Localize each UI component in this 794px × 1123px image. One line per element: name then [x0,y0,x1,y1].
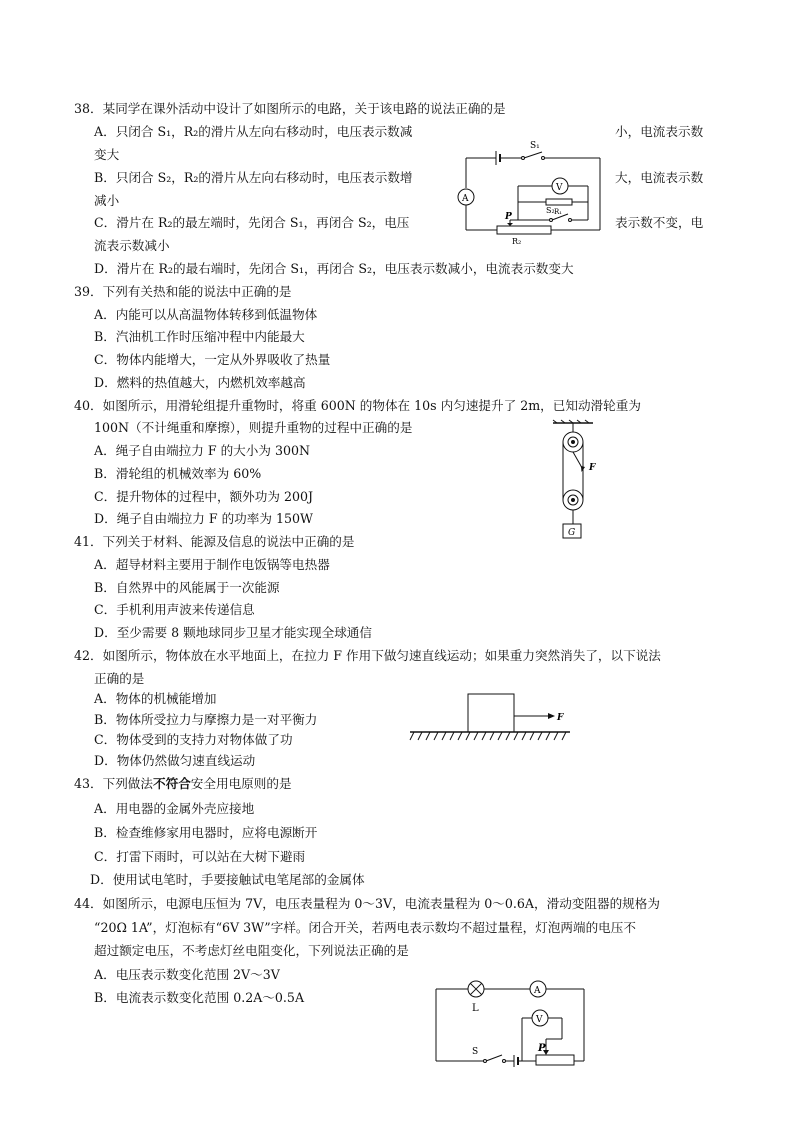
q43-option-a: A．用电器的金属外壳应接地 [94,801,255,816]
q40-option-c: C．提升物体的过程中，额外功为 200J [94,489,314,504]
r1-label: R₁ [554,208,563,216]
q43-option-b: B．检查维修家用电器时，应将电源断开 [94,825,318,840]
q44-stem-line3: 超过额定电压，不考虑灯丝电阻变化，下列说法正确的是 [94,943,409,958]
q40-pulley-diagram [545,420,605,542]
q41-stem: 41．下列关于材料、能源及信息的说法中正确的是 [74,534,355,549]
q43-option-c: C．打雷下雨时，可以站在大树下避雨 [94,849,306,864]
s1-label: S₁ [530,141,540,151]
slider-p-label: P [505,212,512,222]
q38-option-c-wrap: 流表示数减小 [94,238,170,253]
s2-label: S₂ [546,206,555,215]
q40-stem-line1: 40．如图所示，用滑轮组提升重物时，将重 600N 的物体在 10s 内匀速提升了 2m，已知动滑轮重为 [74,398,641,413]
q41-option-d: D．至少需要 8 颗地球同步卫星才能实现全球通信 [94,625,372,640]
q42-block-diagram [408,692,572,748]
q42-stem-line1: 42．如图所示，物体放在水平地面上，在拉力 F 作用下做匀速直线运动；如果重力突然消失了，以下说法 [74,648,661,663]
q41-option-c: C．手机利用声波来传递信息 [94,602,255,617]
q44-option-a: A．电压表示数变化范围 2V～3V [94,967,280,982]
switch-s-label: S [472,1047,479,1057]
q39-option-a: A．内能可以从高温物体转移到低温物体 [94,307,318,322]
force-f-label: F [557,713,564,723]
q43-emphasis: 不符合 [153,776,191,791]
q38-option-c-cont: 表示数不变，电 [615,215,704,230]
q38-option-a-cont: 小，电流表示数 [615,124,704,139]
q40-stem-line2: 100N（不计绳重和摩擦），则提升重物的过程中正确的是 [94,420,413,435]
q44-stem-line1: 44．如图所示，电源电压恒为 7V，电压表量程为 0～3V，电流表量程为 0～0.6A，滑动变阻器的规格为 [74,896,660,911]
q41-option-a: A．超导材料主要用于制作电饭锅等电热器 [94,557,330,572]
q38-stem: 38．某同学在课外活动中设计了如图所示的电路，关于该电路的说法正确的是 [74,101,506,116]
voltmeter-label: V [536,1015,543,1025]
q42-option-d: D．物体仍然做匀速直线运动 [94,753,256,768]
voltmeter-label: V [556,183,563,193]
ground-hatching [410,732,566,740]
ammeter-label: A [534,986,541,996]
q40-option-d: D．绳子自由端拉力 F 的功率为 150W [94,511,313,526]
q38-option-b-wrap: 减小 [94,193,120,208]
q38-option-b: B．只闭合 S₂，R₂的滑片从左向右移动时，电压表示数增 [94,170,413,185]
force-f-label: F [589,463,596,473]
q38-circuit-diagram [450,138,610,246]
q40-option-a: A．绳子自由端拉力 F 的大小为 300N [94,443,311,458]
r2-label: R₂ [512,237,522,246]
lamp-l-label: L [472,1003,479,1014]
q39-option-b: B．汽油机工作时压缩冲程中内能最大 [94,329,305,344]
q38-option-a: A．只闭合 S₁，R₂的滑片从左向右移动时，电压表示数减 [94,124,413,139]
q39-option-d: D．燃料的热值越大，内燃机效率越高 [94,375,306,390]
q38-option-d: D．滑片在 R₂的最右端时，先闭合 S₁，再闭合 S₂，电压表示数减小，电流表示数变大 [94,261,574,276]
q41-option-b: B．自然界中的风能属于一次能源 [94,580,280,595]
q42-option-a: A．物体的机械能增加 [94,691,217,706]
q39-stem: 39．下列有关热和能的说法中正确的是 [74,284,292,299]
q42-option-b: B．物体所受拉力与摩擦力是一对平衡力 [94,712,318,727]
q44-circuit-diagram [432,975,592,1071]
q42-stem-line2: 正确的是 [94,671,145,686]
q38-option-b-cont: 大，电流表示数 [615,170,704,185]
q44-stem-line2: “20Ω 1A”，灯泡标有“6V 3W”字样。闭合开关，若两电表示数均不超过量程，灯泡两端的电压不 [94,920,636,935]
q43-stem: 43．下列做法不符合安全用电原则的是 [74,776,292,791]
slider-p-label: P [538,1043,546,1054]
weight-g-label: G [568,528,576,538]
q38-option-a-wrap: 变大 [94,147,120,162]
q40-option-b: B．滑轮组的机械效率为 60% [94,466,262,481]
q44-option-b: B．电流表示数变化范围 0.2A～0.5A [94,990,305,1005]
ammeter-label: A [462,194,469,204]
q43-option-d: D．使用试电笔时，手要接触试电笔尾部的金属体 [90,872,365,887]
q38-option-c: C．滑片在 R₂的最左端时，先闭合 S₁，再闭合 S₂，电压 [94,215,410,230]
q39-option-c: C．物体内能增大，一定从外界吸收了热量 [94,352,331,367]
q42-option-c: C．物体受到的支持力对物体做了功 [94,732,293,747]
